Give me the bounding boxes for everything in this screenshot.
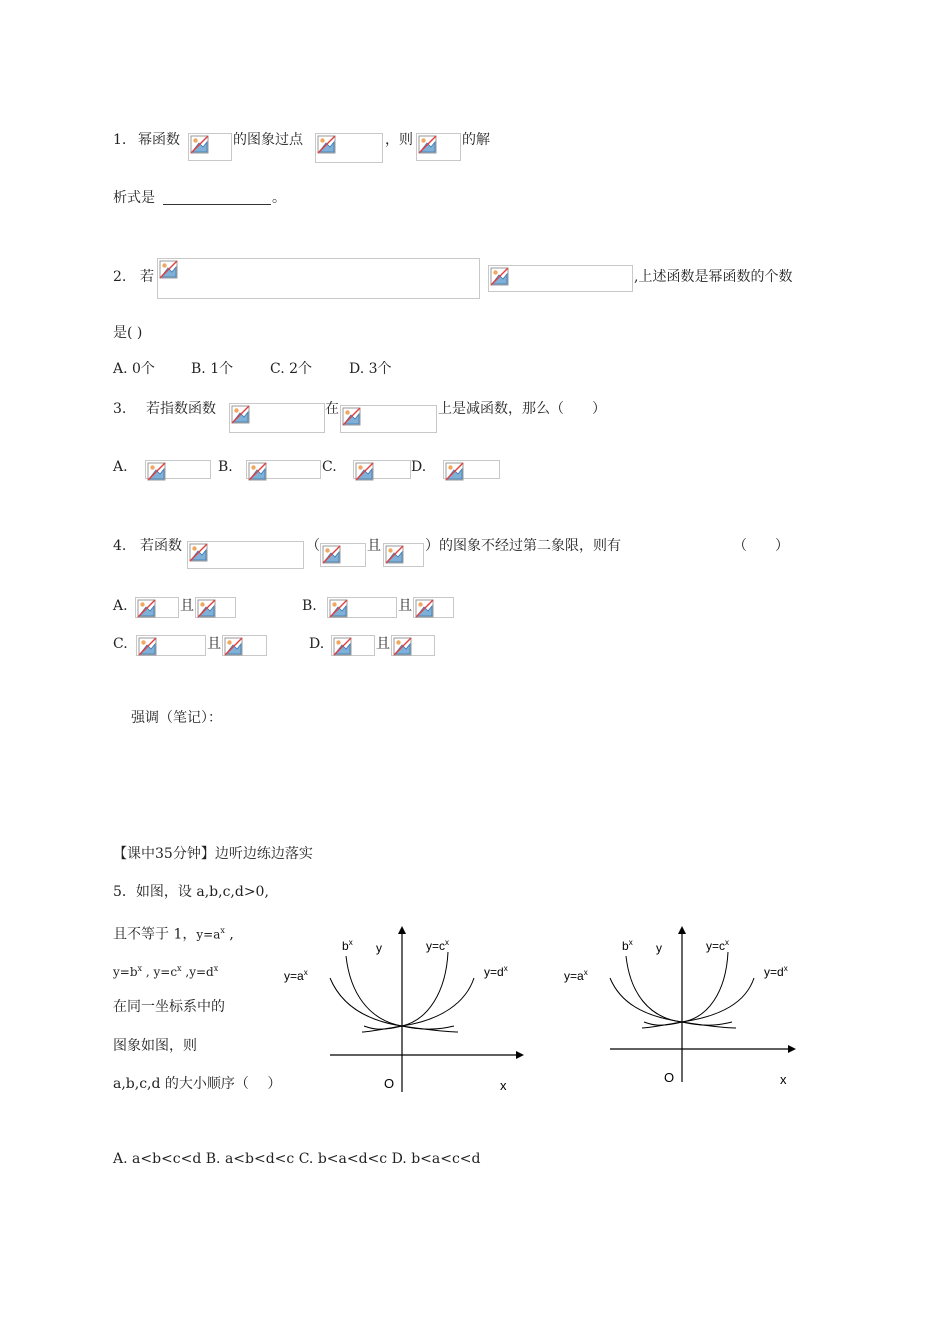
q1-answer-blank[interactable] [163,204,271,205]
q5-eq-c-sup: x [177,964,182,973]
q5-line5: 图象如图，则 [113,1038,197,1054]
q4-option-b-label: B. [302,598,317,614]
q3-text-post: 上是减函数，那么（ ） [438,401,606,417]
q4-text-pre: 若函数 [140,538,182,554]
q2-functions-image-2 [488,265,633,292]
q1-end: 。 [272,190,286,206]
broken-image-icon [137,599,156,618]
q5-eq-a: y=a [196,927,221,942]
q5-options: A. a<b<c<d B. a<b<d<c C. b<a<d<c D. b<a<c<d [113,1151,481,1167]
q4-option-d-label: D. [309,636,325,652]
broken-image-icon [445,462,464,481]
q5-eq-b: y=b [113,965,138,979]
q2-option-d: D. 3个 [349,361,392,377]
q5-line1: 5．如图，设 a,b,c,d>0, [113,884,269,900]
q4-option-b-and: 且 [398,598,412,614]
q3-text-mid: 在 [325,401,339,417]
q3-text-pre: 若指数函数 [146,401,216,417]
g1-label-x: x [500,1078,507,1093]
g1-label-yax: $y=a^x$ [284,968,308,983]
g1-label-ydx: $y=d^x$ [484,964,508,979]
q3-option-b-label: B. [218,459,233,475]
broken-image-icon [333,637,352,656]
broken-image-icon [342,407,361,426]
broken-image-icon [231,405,250,424]
g1-label-origin: O [384,1076,395,1091]
q5-eq-c: y=c [153,965,178,979]
q1-func-image [416,133,461,161]
q4-and: 且 [367,538,381,554]
q1-point-image [315,133,383,163]
q4-answer-paren: （ ） [733,538,789,554]
q3-option-b-image [246,460,321,479]
q5-line4: 在同一坐标系中的 [113,999,225,1015]
g2-label-bx: $b^x$ [622,938,633,953]
q4-option-a-image-1 [135,597,179,618]
q3-option-c-label: C. [322,459,337,475]
broken-image-icon [189,543,208,562]
q4-option-d-and: 且 [376,636,390,652]
q1-text-then: ，则 [385,132,413,148]
q1-number: 1. [113,132,127,148]
q4-text-post: ）的图象不经过第二象限，则有 [425,538,621,554]
q1-text-pre: 幂函数 [138,132,180,148]
q4-cond-image-2 [383,543,424,567]
q3-option-a-label: A. [113,459,128,475]
q4-option-d-image-1 [331,635,375,656]
q3-number: 3. [113,401,127,417]
q4-number: 4. [113,538,127,554]
q5-eq-d: y=d [189,965,214,979]
broken-image-icon [385,545,404,564]
q5-eq-b-sup: x [137,964,143,973]
q5-graph-2 [558,922,808,1102]
g2-label-ydx: $y=d^x$ [764,964,788,979]
q2-text-post: ,上述函数是幂函数的个数 [634,269,793,285]
q5-line6: a,b,c,d 的大小顺序（ ） [113,1076,282,1092]
q2-option-b: B. 1个 [191,361,234,377]
g2-label-y: y [656,941,662,955]
q5-line2: 且不等于 1，$y=a^x$ , [113,926,234,943]
broken-image-icon [393,637,412,656]
q1-line2: 析式是 [113,190,155,206]
broken-image-icon [418,135,437,154]
broken-image-icon [159,260,178,279]
q2-option-c: C. 2个 [270,361,313,377]
q2-number: 2. [113,269,127,285]
broken-image-icon [317,135,336,154]
q4-option-a-and: 且 [180,598,194,614]
q3-option-d-image [443,460,500,479]
q4-paren-open: （ [306,538,320,554]
q4-option-c-image-1 [136,635,206,656]
g1-label-bx: $b^x$ [342,938,353,953]
broken-image-icon [329,599,348,618]
q4-option-c-and: 且 [207,636,221,652]
q3-option-a-image [145,460,211,479]
q4-option-c-image-2 [222,635,267,656]
q1-formula-image [188,133,232,161]
broken-image-icon [190,135,209,154]
broken-image-icon [415,599,434,618]
broken-image-icon [490,267,509,286]
q3-option-c-image [353,460,411,479]
q2-line2: 是( ) [113,325,143,341]
q4-func-image [187,541,304,569]
q4-cond-image-1 [320,543,366,567]
g2-label-yax: $y=a^x$ [564,968,588,983]
q4-option-b-image-2 [413,597,454,618]
broken-image-icon [224,637,243,656]
q4-option-c-label: C. [113,636,128,652]
q5-line2-text: 且不等于 1， [113,926,197,943]
q5-line3: $y=b^x$ , $y=c^x$ $,y=d^x$ [113,964,219,979]
q5-eq-d-sup: x [213,964,219,973]
q5-eq-a-sup: x [220,926,225,935]
g1-label-y: y [376,941,382,955]
q4-option-a-label: A. [113,598,128,614]
q2-option-a: A. 0个 [113,361,155,377]
broken-image-icon [322,545,341,564]
q2-text-pre: 若 [140,269,154,285]
g2-label-x: x [780,1072,787,1087]
q5-graph-1 [278,922,528,1102]
g2-label-origin: O [664,1070,675,1085]
broken-image-icon [147,462,166,481]
broken-image-icon [197,599,216,618]
g2-label-ycx: $y=c^x$ [706,938,730,953]
q4-option-a-image-2 [195,597,236,618]
section-heading: 【课中35分钟】边听边练边落实 [113,846,313,862]
q2-functions-image [157,258,480,299]
q1-text-mid: 的图象过点 [233,132,303,148]
broken-image-icon [248,462,267,481]
q3-option-d-label: D. [411,459,427,475]
broken-image-icon [138,637,157,656]
broken-image-icon [355,462,374,481]
q4-option-d-image-2 [391,635,435,656]
q1-text-post: 的解 [462,132,490,148]
q3-domain-image [340,405,437,433]
note-heading: 强调（笔记）： [131,710,222,726]
q3-func-image [229,403,325,433]
q4-option-b-image-1 [327,597,397,618]
g1-label-ycx: $y=c^x$ [426,938,450,953]
